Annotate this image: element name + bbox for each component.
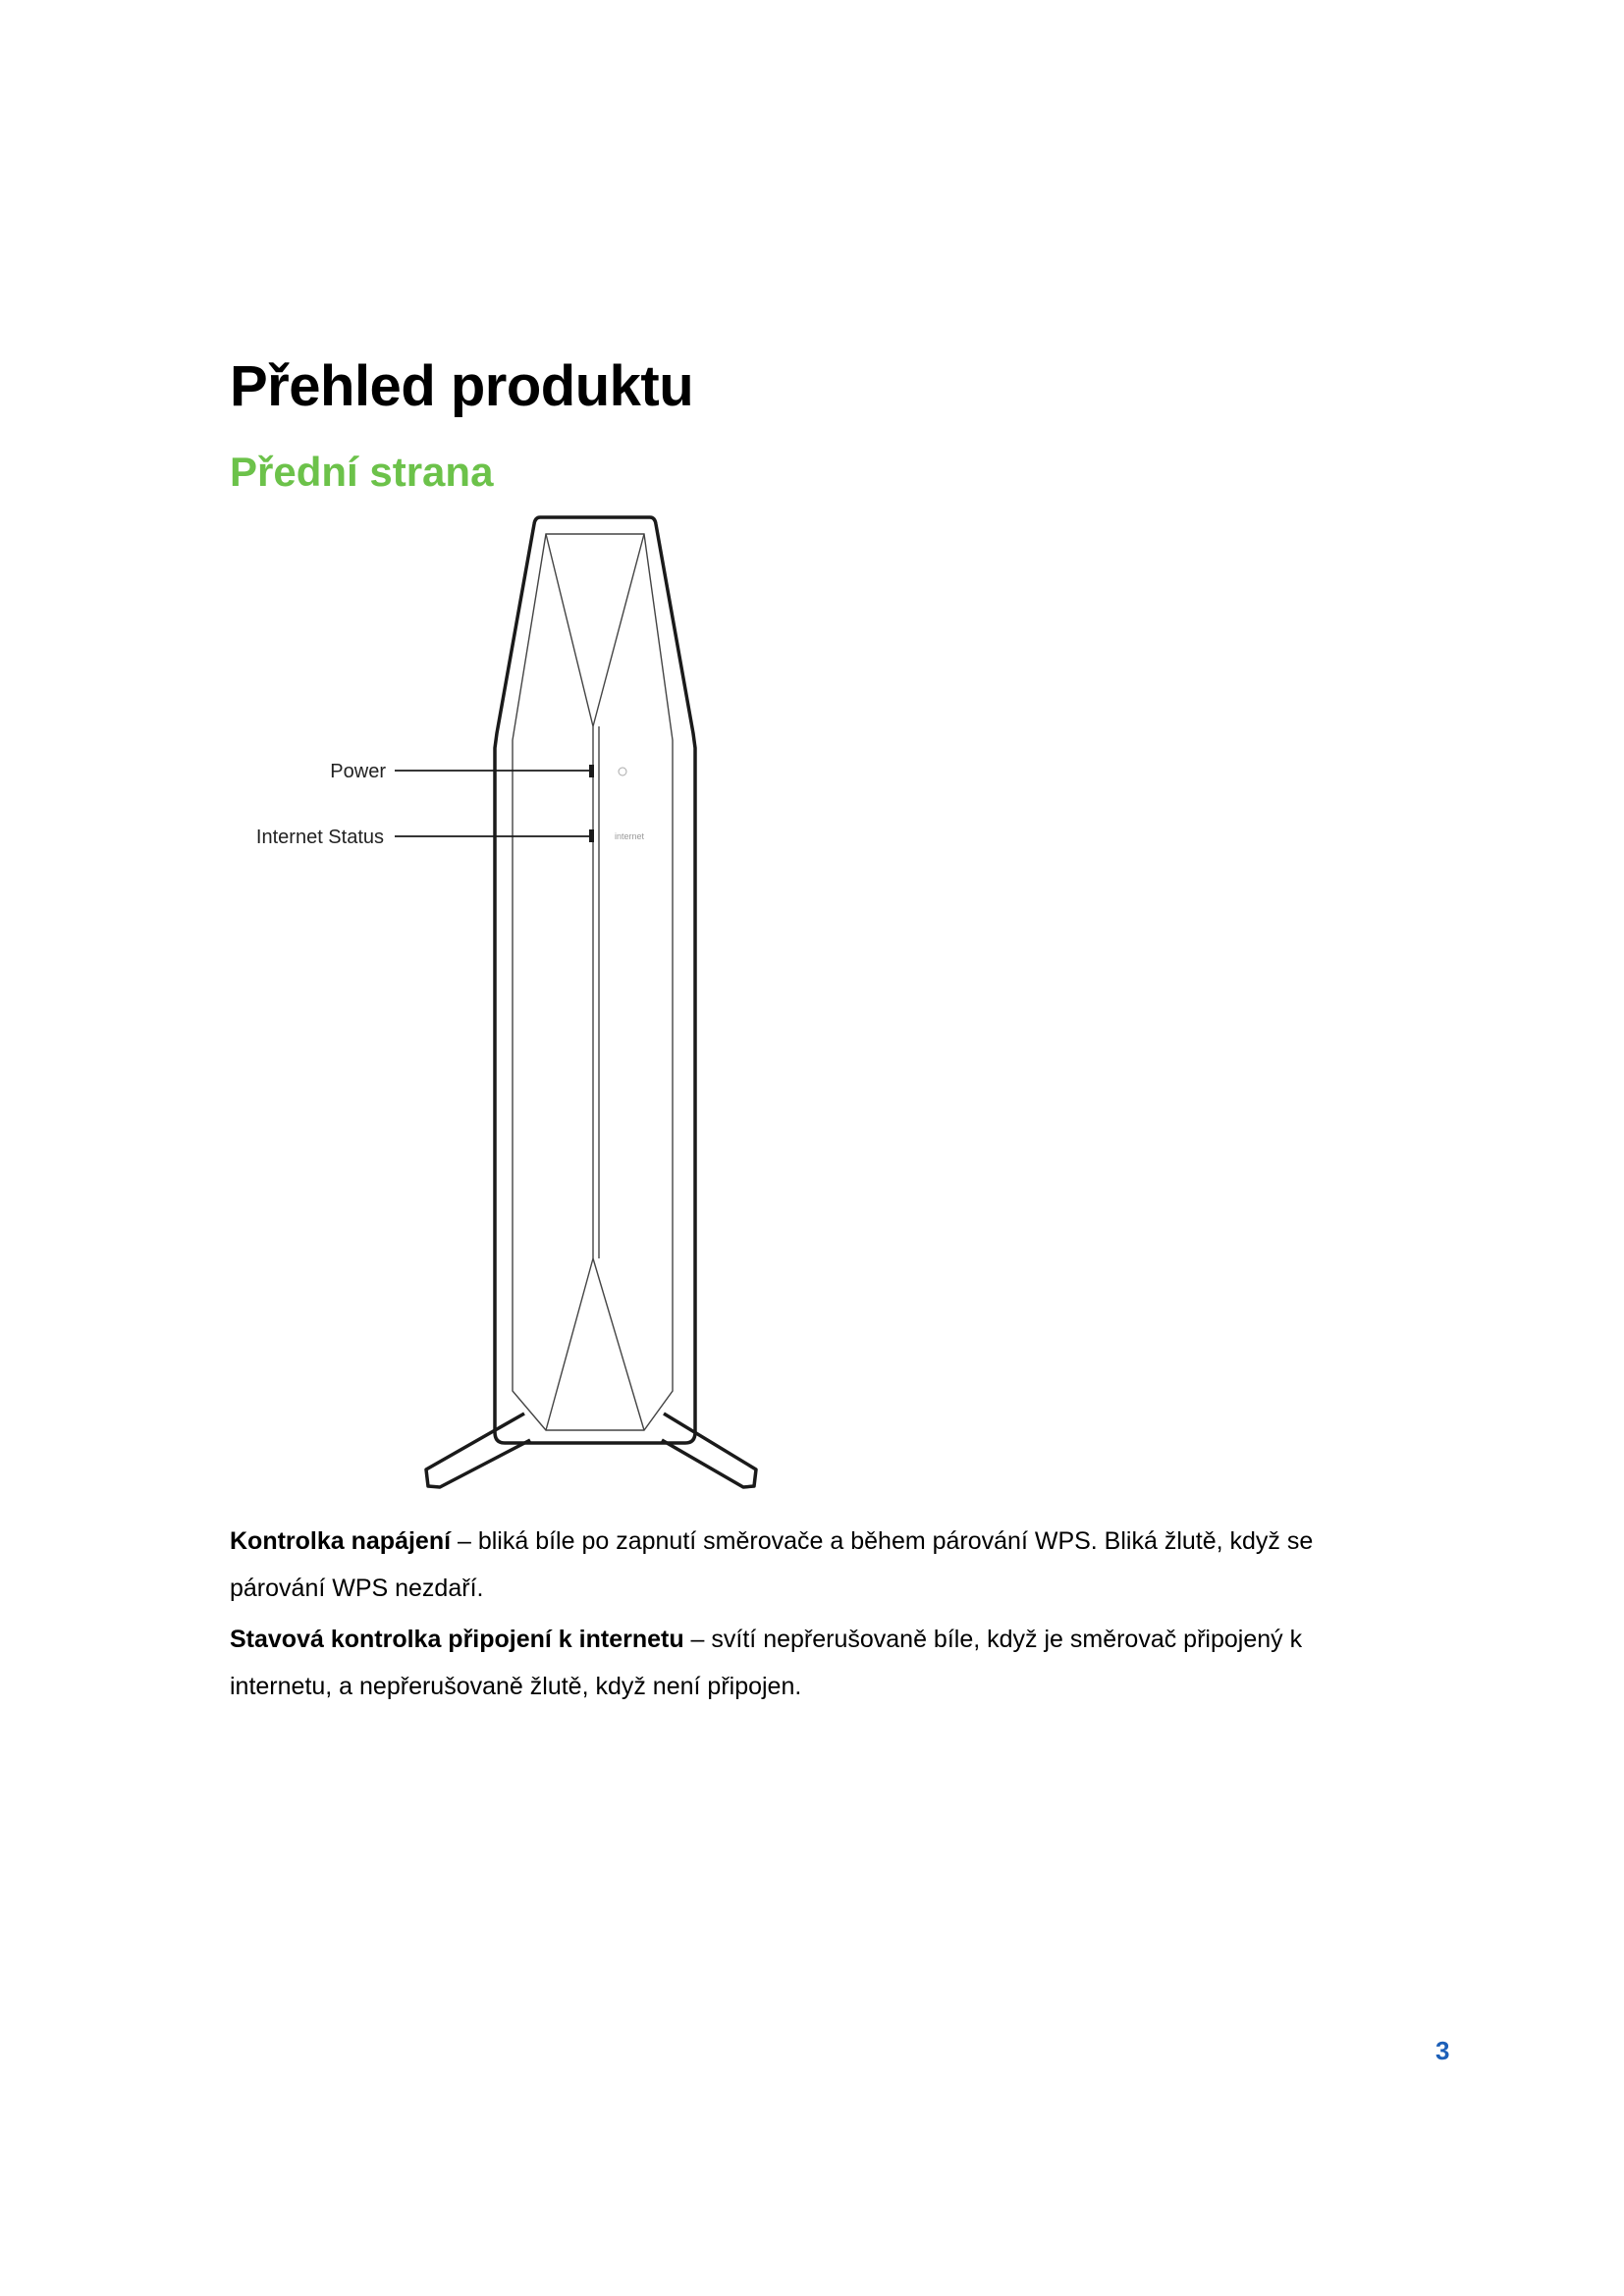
power-led-description <box>230 1518 1408 1612</box>
internet-status-label: Internet Status <box>255 827 384 848</box>
internet-led-description <box>230 1616 1408 1710</box>
page-title: Přehled produktu <box>230 354 694 418</box>
power-led-separator: – <box>451 1527 478 1555</box>
internet-led-separator: – <box>683 1626 712 1653</box>
router-front-illustration <box>226 512 785 1504</box>
internet-led-term: Stavová kontrolka připojení k internetu <box>230 1626 684 1653</box>
power-label: Power <box>330 761 386 782</box>
router-inner-crease-top <box>546 534 644 1258</box>
section-title: Přední strana <box>230 449 494 495</box>
internet-led <box>589 829 594 842</box>
router-outer-body <box>495 517 695 1443</box>
internet-led-text: internet <box>615 831 645 841</box>
page-number: 3 <box>1435 2036 1450 2065</box>
power-led-term: Kontrolka napájení <box>230 1527 452 1555</box>
power-symbol-icon <box>619 768 626 775</box>
router-right-foot <box>662 1414 756 1487</box>
power-led-text: bliká bíle po zapnutí směrovače a během párování WPS. Bliká žlutě, když se párování WPS nezdaří. <box>230 1527 1314 1602</box>
router-inner-crease-bottom <box>546 1258 644 1430</box>
power-led <box>589 765 594 777</box>
internet-led-text-desc: svítí nepřerušovaně bíle, když je směrovač připojený k internetu, a nepřerušovaně žlutě, když není připojen. <box>230 1626 1303 1700</box>
router-left-foot <box>426 1414 530 1487</box>
